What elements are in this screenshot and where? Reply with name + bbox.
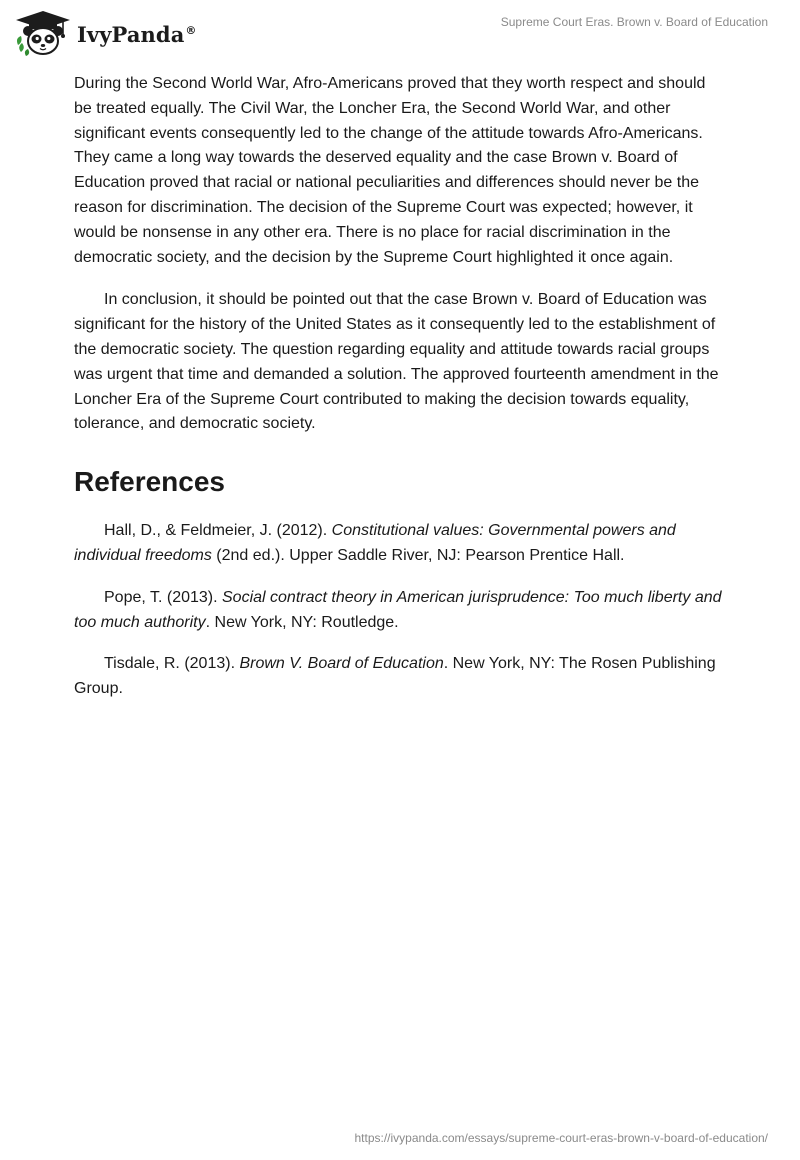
references-heading: References — [74, 466, 225, 498]
reference-publisher: (2nd ed.). Upper Saddle River, NJ: Pearson Prentice Hall. — [211, 546, 625, 564]
panda-graduate-icon — [14, 9, 72, 57]
reference-item-3 — [74, 652, 724, 702]
reference-authors: Tisdale, R. (2013). — [104, 655, 240, 673]
brand-logo[interactable] — [14, 9, 197, 57]
reference-item-1 — [74, 519, 724, 569]
reference-title: Constitutional values: Governmental powers and individual freedoms — [74, 522, 676, 564]
reference-publisher: . New York, NY: Routledge. — [205, 613, 399, 631]
reference-title: Brown V. Board of Education — [239, 655, 444, 673]
body-paragraph-2: In conclusion, it should be pointed out that the case Brown v. Board of Education was significant for the history of the United States as it consequently led to the establishment of the democratic society. The question regarding equality and attitude towards racial groups was urgent that time and demanded a solution. The approved fourteenth amendment in the Loncher Era of the Supreme Court contributed to making the decision towards equality, tolerance, and democratic society. — [74, 291, 719, 433]
reference-title: Social contract theory in American jurisprudence: Too much liberty and too much authority — [74, 588, 722, 631]
body-paragraph-1: During the Second World War, Afro-Americans proved that they worth respect and should be treated equally. The Civil War, the Loncher Era, the Second World War, and other significant events consequently led to the change of the attitude towards Afro-Americans. They came a long way towards the deserved equality and the case Brown v. Board of Education proved that racial or national peculiarities and differences should never be the reason for discrimination. The decision of the Supreme Court was expected; however, it would be nonsense in any other era. There is no place for racial discrimination in the democratic society, and the decision by the Supreme Court highlighted it once again. — [74, 75, 706, 266]
document-title: Supreme Court Eras. Brown v. Board of Education — [500, 15, 768, 29]
reference-publisher: . New York, NY: The Rosen Publishing Group. — [74, 655, 716, 698]
reference-item-2 — [74, 586, 724, 636]
reference-authors: Pope, T. (2013). — [104, 588, 222, 606]
brand-registered-mark: ® — [185, 23, 197, 37]
reference-authors: Hall, D., & Feldmeier, J. (2012). — [104, 522, 332, 540]
essay-content — [74, 72, 724, 719]
source-url-link[interactable]: https://ivypanda.com/essays/supreme-court-eras-brown-v-board-of-education/ — [354, 1131, 768, 1145]
brand-name: IvyPanda® — [77, 21, 197, 47]
